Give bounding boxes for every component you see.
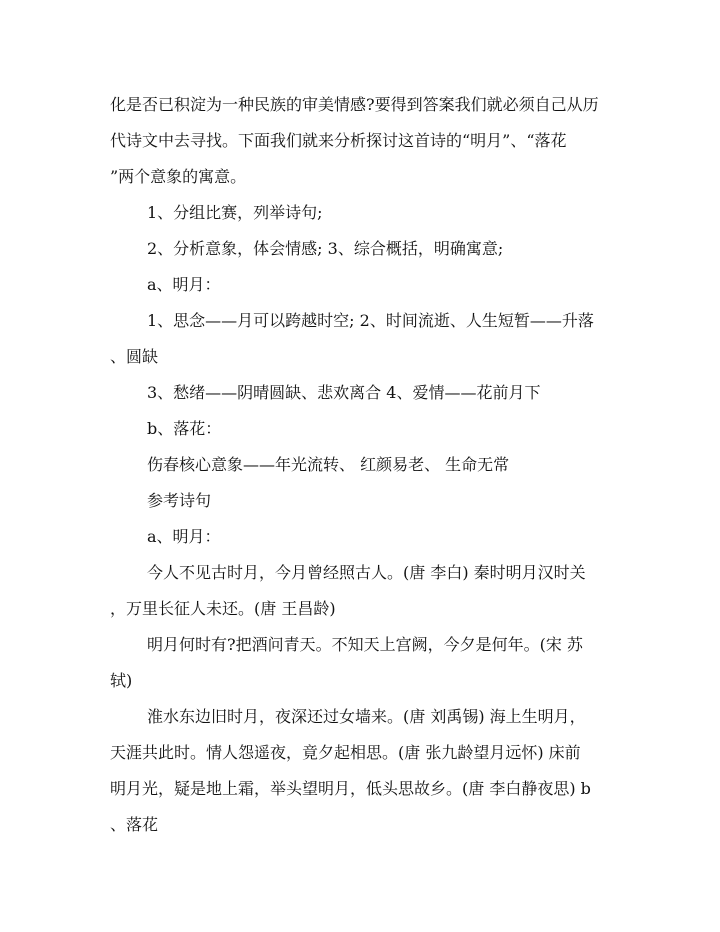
section-heading: a、明月：	[147, 527, 221, 546]
section-heading: a、明月：	[147, 275, 221, 294]
paragraph-line: 化是否已积淀为一种民族的审美情感?要得到答案我们就必须自己从历	[110, 95, 599, 114]
poem-line: 明月何时有?把酒问青天。不知天上宫阙，今夕是何年。(宋 苏	[147, 635, 583, 654]
paragraph-line: 伤春核心意象——年光流转、 红颜易老、 生命无常	[147, 455, 510, 474]
poem-line: 天涯共此时。情人怨遥夜，竟夕起相思。(唐 张九龄望月远怀) 床前	[110, 743, 581, 762]
paragraph-line: ”两个意象的寓意。	[110, 167, 247, 186]
list-item: 3、愁绪——阴晴圆缺、悲欢离合 4、爱情——花前月下	[147, 383, 541, 402]
section-heading: 参考诗句	[147, 491, 212, 510]
paragraph-line: 代诗文中去寻找。下面我们就来分析探讨这首诗的“明月”、“落花	[110, 131, 567, 150]
list-item: 2、分析意象，体会情感; 3、综合概括，明确寓意;	[147, 239, 504, 258]
poem-line: ，万里长征人未还。(唐 王昌龄)	[110, 599, 336, 618]
poem-line: 轼)	[110, 671, 133, 690]
paragraph-line: 、圆缺	[110, 347, 159, 366]
poem-line: 、落花	[110, 815, 159, 834]
section-heading: b、落花：	[147, 419, 222, 438]
list-item: 1、分组比赛，列举诗句;	[147, 203, 323, 222]
document-body	[110, 87, 615, 843]
poem-line: 淮水东边旧时月，夜深还过女墙来。(唐 刘禹锡) 海上生明月，	[147, 707, 586, 726]
list-item: 1、思念——月可以跨越时空; 2、时间流逝、人生短暂——升落	[147, 311, 594, 330]
poem-line: 今人不见古时月，今月曾经照古人。(唐 李白) 秦时明月汉时关	[147, 563, 586, 582]
poem-line: 明月光，疑是地上霜，举头望明月，低头思故乡。(唐 李白静夜思) b	[110, 779, 591, 798]
